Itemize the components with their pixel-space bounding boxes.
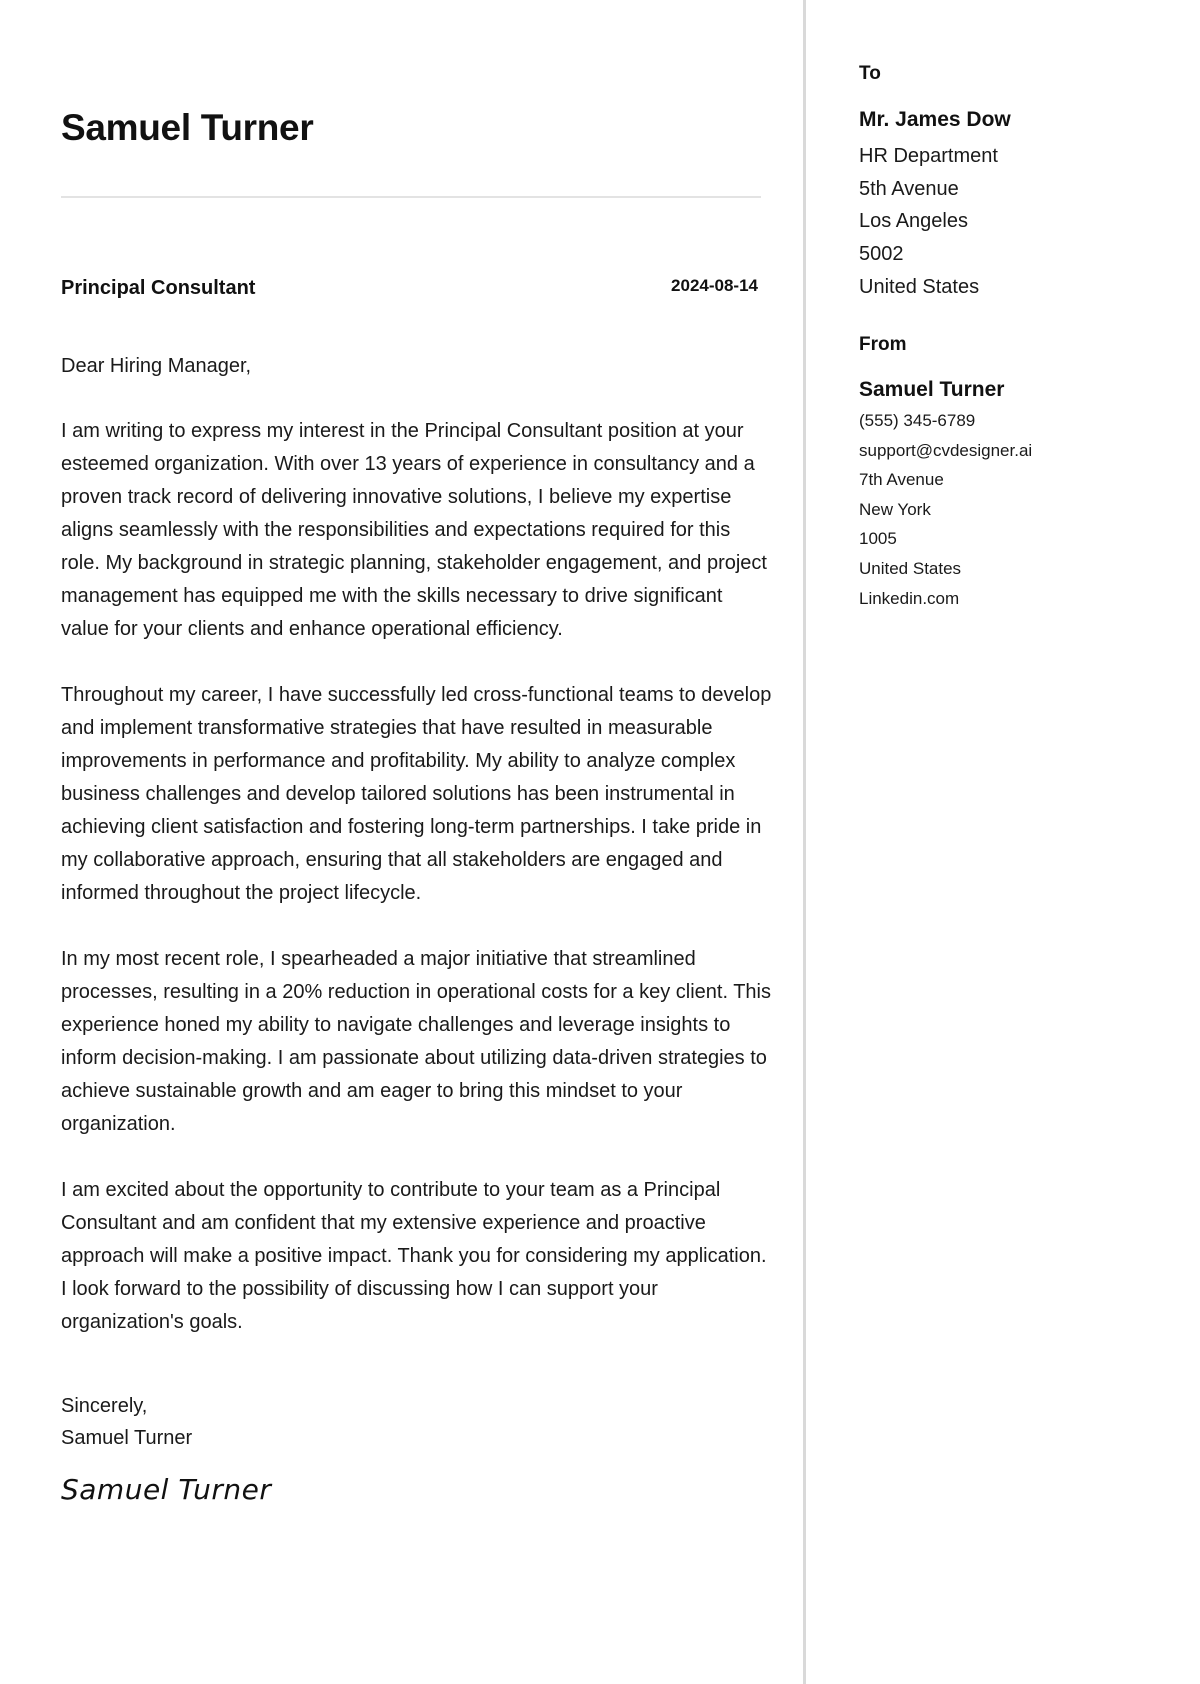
sender-street: 7th Avenue xyxy=(859,470,944,490)
recipient-street: 5th Avenue xyxy=(859,177,959,200)
handwritten-signature: Samuel Turner xyxy=(61,1473,272,1506)
letter-paragraph: Throughout my career, I have successfully led cross-functional teams to develop and implement transformative strategies that have resulted in measurable improvements in performance and profitability. My ability to analyze complex business challenges and develop tailored solutions has been instrumental in achieving client satisfaction and fostering long-term partnerships. I take pride in my collaborative approach, ensuring that all stakeholders are engaged and informed throughout the project lifecycle. xyxy=(61,684,772,904)
recipient-label: To xyxy=(859,63,881,84)
sender-postal-code: 1005 xyxy=(859,529,897,549)
recipient-postal-code: 5002 xyxy=(859,243,904,266)
sender-phone: (555) 345-6789 xyxy=(859,411,976,430)
recipient-country: United States xyxy=(859,275,980,298)
sender-country: United States xyxy=(859,558,962,578)
recipient-name: Mr. James Dow xyxy=(859,108,1011,131)
sender-label: From xyxy=(859,334,907,355)
letter-greeting: Dear Hiring Manager, xyxy=(61,355,252,377)
header-divider xyxy=(61,196,761,198)
recipient-address xyxy=(859,140,998,304)
recipient-department: HR Department xyxy=(859,145,998,167)
recipient-city: Los Angeles xyxy=(859,210,968,233)
letter-closing xyxy=(61,1390,192,1454)
closing-name: Samuel Turner xyxy=(61,1427,193,1449)
job-title: Principal Consultant xyxy=(61,277,256,299)
letter-paragraph: I am excited about the opportunity to contribute to your team as a Principal Consultant and am confident that my extensive experience and proactive approach will make a positive impact. Thank you for considering my application. I look forward to the possibility of discussing how I can support your organization's goals. xyxy=(61,1179,767,1333)
applicant-name: Samuel Turner xyxy=(61,107,314,148)
sender-city: New York xyxy=(859,499,931,519)
letter-body xyxy=(61,350,773,1372)
sender-email: support@cvdesigner.ai xyxy=(859,440,1033,460)
sender-linkedin: Linkedin.com xyxy=(859,588,960,608)
sender-contact-details xyxy=(859,406,1032,613)
closing-salutation: Sincerely, xyxy=(61,1395,148,1417)
letter-paragraph: I am writing to express my interest in the Principal Consultant position at your esteemed organization. With over 13 years of experience in consultancy and a proven track record of delivering innovative solutions, I believe my expertise aligns seamlessly with the responsibilities and expectations required for this role. My background in strategic planning, stakeholder engagement, and project management has equipped me with the skills necessary to drive significant value for your clients and enhance operational efficiency. xyxy=(61,420,767,640)
letter-date: 2024-08-14 xyxy=(671,276,758,295)
address-sidebar xyxy=(809,0,1200,1684)
letter-paragraph: In my most recent role, I spearheaded a major initiative that streamlined processes, resulting in a 20% reduction in operational costs for a key client. This experience honed my ability to navigate challenges and leverage insights to inform decision-making. I am passionate about utilizing data-driven strategies to achieve sustainable growth and am eager to bring this mindset to your organization. xyxy=(61,948,771,1135)
sender-name: Samuel Turner xyxy=(859,378,1005,401)
